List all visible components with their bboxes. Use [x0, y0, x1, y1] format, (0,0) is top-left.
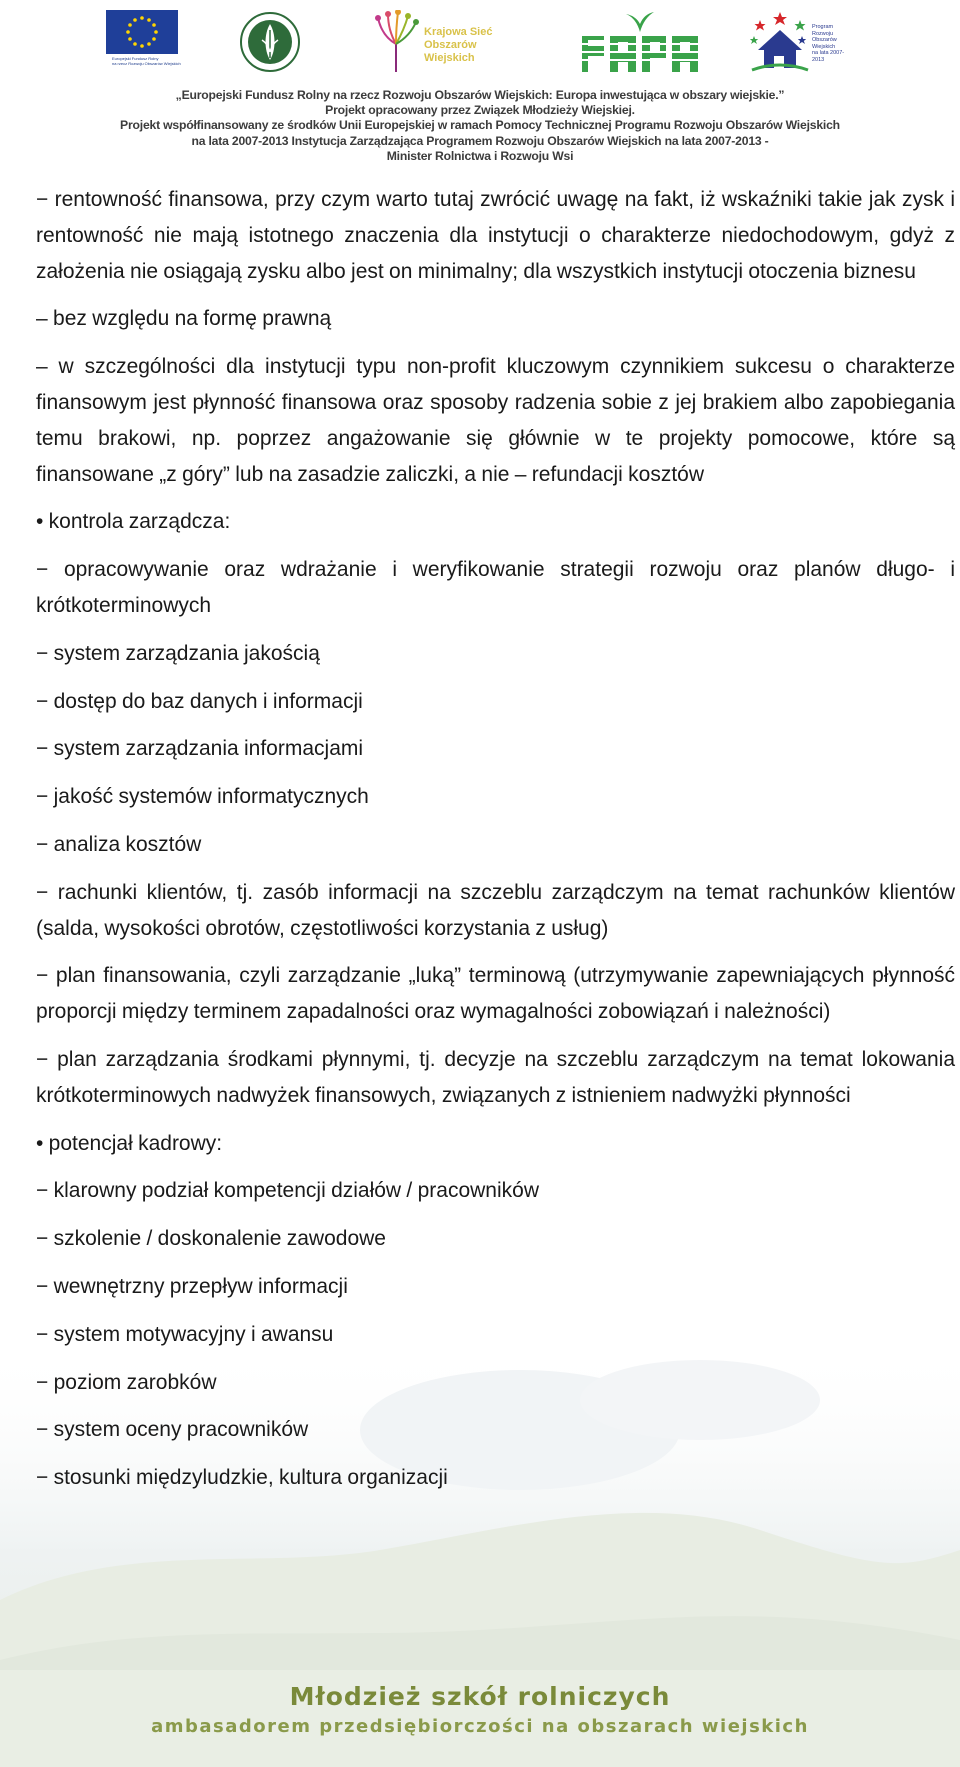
paragraph: • kontrola zarządcza: — [36, 510, 231, 534]
paragraph: – w szczególności dla instytucji typu non-profit kluczowym czynnikiem sukcesu o charakterze finansowym jest płynność finansowa oraz sposoby radzenia sobie z jej brakiem albo zapobiegania temu brakowi, np. poprzez angażowanie się głównie w te projekty pomocowe, które są finansowane „z góry” lub na zasadzie zaliczki, a nie – refundacji kosztów — [36, 355, 955, 486]
ksow-text-line: Obszarów Wiejskich — [424, 39, 477, 64]
header-line: Projekt opracowany przez Związek Młodzieży Wiejskiej. — [325, 103, 635, 118]
header-line: „Europejski Fundusz Rolny na rzecz Rozwoju Obszarów Wiejskich: Europa inwestująca w obszary wiejskie.” — [175, 88, 785, 102]
header-line: na lata 2007-2013 Instytucja Zarządzająca Programem Rozwoju Obszarów Wiejskich na lata 2007-2013 - — [191, 133, 769, 148]
eu-flag-icon — [106, 10, 181, 74]
paragraph: − rentowność finansowa, przy czym warto tutaj zwrócić uwagę na fakt, iż wskaźniki takie jak zysk i rentowność nie mają istotnego znaczenia dla instytucji o charakterze niedochodowym, gdyż z założenia nie osiągają zysku albo jest on minimalny; dla wszystkich instytucji otoczenia biznesu — [36, 188, 955, 283]
ksow-logo-icon — [368, 10, 518, 74]
paragraph: − system zarządzania informacjami — [36, 737, 364, 761]
paragraph: − system oceny pracowników — [36, 1418, 309, 1442]
prow-logo-icon — [750, 10, 860, 74]
ksow-text-line: Krajowa Sieć — [424, 26, 493, 38]
header-line: Minister Rolnictwa i Rozwoju Wsi — [386, 148, 574, 163]
paragraph: − wewnętrzny przepływ informacji — [36, 1274, 348, 1298]
prow-logo-text — [812, 24, 852, 63]
paragraph: − opracowywanie oraz wdrażanie i weryfikowanie strategii rozwoju oraz planów długo- i krótkoterminowych — [36, 558, 955, 617]
paragraph: − plan zarządzania środkami płynnymi, tj. decyzje na szczeblu zarządczym na temat lokowania krótkoterminowych nadwyżek finansowych, związanych z istnieniem nadwyżki płynności — [36, 1047, 955, 1107]
paragraph: − plan finansowania, czyli zarządzanie „luką” terminową (utrzymywanie zapewniających płynność proporcji między terminem zapadalności oraz wymagalności zobowiązań i należności) — [36, 964, 955, 1024]
eu-fund-caption — [112, 56, 192, 66]
ministry-emblem-icon — [238, 10, 302, 74]
paragraph: − rachunki klientów, tj. zasób informacji na szczeblu zarządczym na temat rachunków klientów (salda, wysokości obrotów, częstotliwości korzystania z usług) — [36, 880, 955, 940]
prow-text-line: Rozwoju — [812, 30, 834, 37]
prow-text-line: Program — [812, 24, 834, 30]
header-line: Projekt współfinansowany ze środków Unii Europejskiej w ramach Pomocy Technicznej Programu Rozwoju Obszarów Wiejskich — [120, 118, 840, 133]
ksow-logo-text — [424, 26, 520, 65]
prow-text-line: Wiejskich — [812, 43, 836, 50]
paragraph: − stosunki międzyludzkie, kultura organizacji — [36, 1466, 448, 1490]
paragraph: − klarowny podział kompetencji działów / pracowników — [36, 1179, 539, 1203]
prow-text-line: na lata 2007-2013 — [812, 50, 845, 63]
header-funding-text — [60, 88, 900, 164]
logo-bar — [100, 10, 860, 74]
paragraph: − poziom zarobków — [36, 1370, 217, 1394]
paragraph: − dostęp do baz danych i informacji — [36, 689, 363, 713]
paragraph: − system motywacyjny i awansu — [36, 1322, 334, 1346]
paragraph: − jakość systemów informatycznych — [36, 785, 369, 809]
page-header — [0, 0, 960, 172]
fapa-logo-icon — [580, 10, 700, 74]
footer-subtitle: ambasadorem przedsiębiorczości na obszarach wiejskich — [151, 1716, 809, 1737]
paragraph: − szkolenie / doskonalenie zawodowe — [36, 1227, 386, 1251]
document-body — [36, 182, 955, 1508]
eu-caption-line: na rzecz Rozwoju Obszarów Wiejskich — [112, 61, 181, 66]
footer-title: Młodzież szkół rolniczych — [289, 1682, 671, 1711]
paragraph: • potencjał kadrowy: — [36, 1131, 223, 1155]
paragraph: − system zarządzania jakością — [36, 641, 320, 665]
prow-text-line: Obszarów — [812, 37, 837, 43]
eu-caption-line: Europejski Fundusz Rolny — [112, 56, 159, 61]
paragraph: − analiza kosztów — [36, 832, 202, 856]
paragraph: – bez względu na formę prawną — [36, 307, 332, 331]
